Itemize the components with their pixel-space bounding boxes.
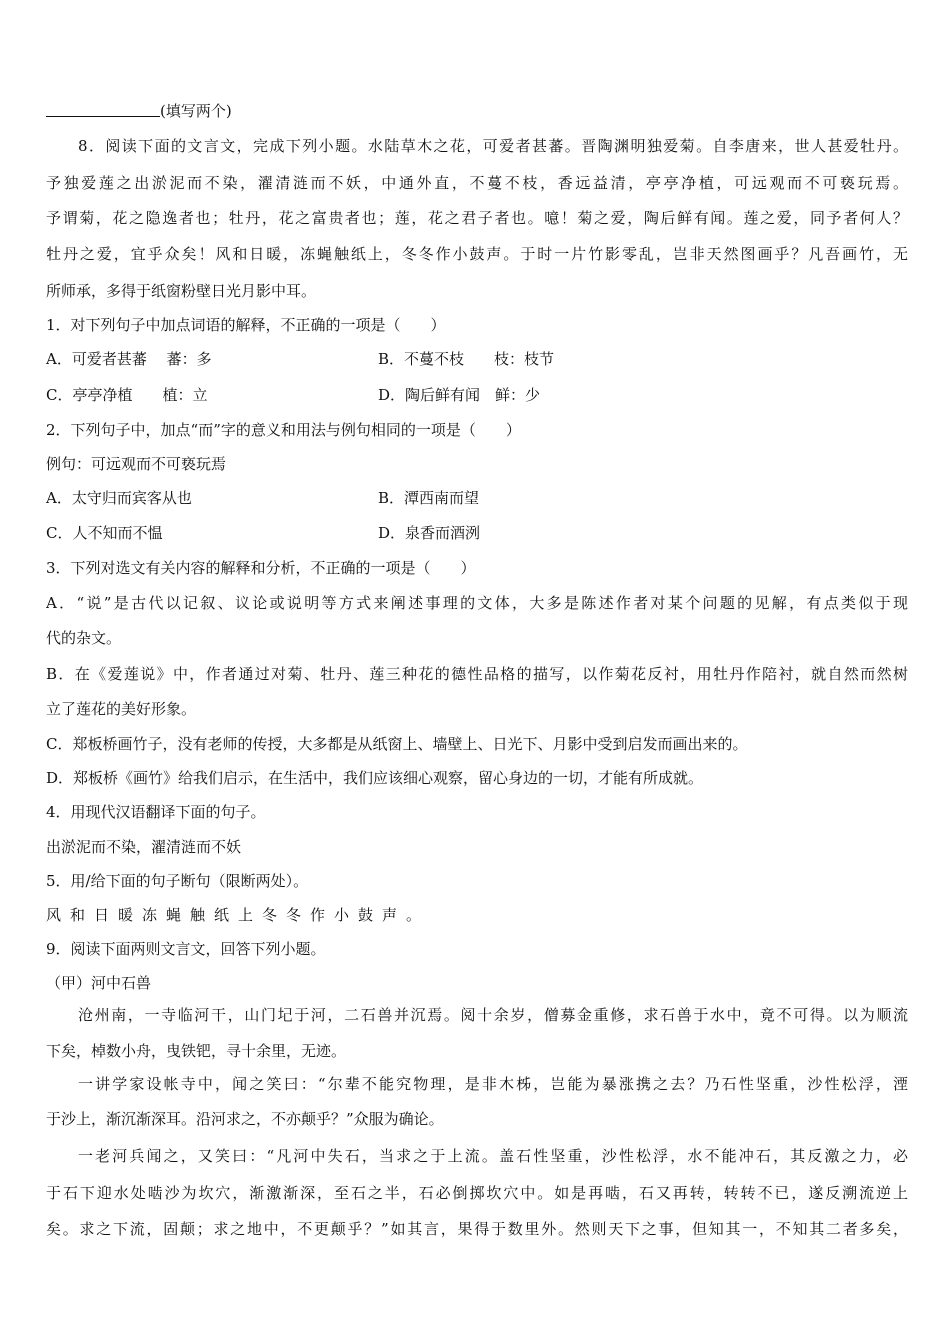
q9-passage-line: 于沙上，渐沉渐深耳。沿河求之，不亦颠乎？”众服为确论。 [46, 1110, 444, 1128]
q8-sub1-option-c: C．亭亭净植 植：立 [46, 386, 208, 404]
q9-stem: 9．阅读下面两则文言文，回答下列小题。 [46, 940, 326, 958]
q8-sub5-stem: 5．用/给下面的句子断句（限断两处）。 [46, 872, 309, 890]
q9-passage-line: 一老河兵闻之，又笑曰：“凡河中失石，当求之于上流。盖石性坚重，沙性松浮，水不能冲石，其反激之力，必 [78, 1147, 908, 1165]
q8-passage-line: 所师承，多得于纸窗粉壁日光月影中耳。 [46, 282, 317, 300]
q8-sub2-option-b: B．潭西南而望 [378, 489, 480, 507]
q8-sub1-option-d: D．陶后鲜有闻 鲜：少 [378, 386, 541, 404]
fill-blank-line [46, 100, 908, 122]
q8-sub2-option-c: C．人不知而不愠 [46, 524, 163, 542]
q8-sub1-option-b: B．不蔓不枝 枝：枝节 [378, 350, 555, 368]
q8-passage-line: 予独爱莲之出淤泥而不染，濯清涟而不妖，中通外直，不蔓不枝，香远益清，亭亭净植，可远观而不可亵玩焉。 [46, 174, 908, 192]
q8-passage-line: 牡丹之爱，宜乎众矣！风和日暖，冻蝇触纸上，冬冬作小鼓声。于时一片竹影零乱，岂非天然图画乎？凡吾画竹，无 [46, 245, 908, 263]
q8-sub3-option-d: D．郑板桥《画竹》给我们启示，在生活中，我们应该细心观察，留心身边的一切，才能有所成就。 [46, 769, 704, 787]
q8-sub3-option-b-cont: 立了莲花的美好形象。 [46, 700, 197, 718]
q8-sub3-option-c: C．郑板桥画竹子，没有老师的传授，大多都是从纸窗上、墙壁上、日光下、月影中受到启发而画出来的。 [46, 735, 748, 753]
q8-sub2-stem: 2．下列句子中，加点“而”字的意义和用法与例句相同的一项是（ ） [46, 421, 521, 439]
q8-sub2-option-d: D．泉香而酒洌 [378, 524, 481, 542]
q8-sub1-stem: 1．对下列句子中加点词语的解释，不正确的一项是（ ） [46, 316, 446, 334]
q8-passage-line: 予谓菊，花之隐逸者也；牡丹，花之富贵者也；莲，花之君子者也。噫！菊之爱，陶后鲜有闻。莲之爱，同予者何人？ [46, 209, 908, 227]
q8-sub3-option-a: A．“说”是古代以记叙、议论或说明等方式来阐述事理的文体，大多是陈述作者对某个问题的见解，有点类似于现 [46, 594, 908, 612]
fill-note: (填写两个) [160, 102, 232, 120]
q8-sub1-option-a: A．可爱者甚蕃 蕃：多 [46, 350, 212, 368]
answer-blank[interactable] [46, 101, 160, 117]
q8-sub4-sentence: 出淤泥而不染，濯清涟而不妖 [46, 838, 242, 856]
q8-passage-line: 8．阅读下面的文言文，完成下列小题。水陆草木之花，可爱者甚蕃。晋陶渊明独爱菊。自李唐来，世人甚爱牡丹。 [78, 137, 908, 155]
q9-passage-title: （甲）河中石兽 [46, 974, 152, 992]
q8-sub3-option-a-cont: 代的杂文。 [46, 629, 122, 647]
q8-sub3-stem: 3．下列对选文有关内容的解释和分析，不正确的一项是（ ） [46, 559, 476, 577]
q8-sub5-sentence: 风和日暖冻蝇触纸上冬冬作小鼓声。 [46, 906, 431, 924]
q9-passage-line: 一讲学家设帐寺中，闻之笑曰：“尔辈不能究物理，是非木柹，岂能为暴涨携之去？乃石性坚重，沙性松浮，湮 [78, 1075, 908, 1093]
q9-passage-line: 下矣，棹数小舟，曳铁钯，寻十余里，无迹。 [46, 1042, 347, 1060]
q8-sub4-stem: 4．用现代汉语翻译下面的句子。 [46, 803, 266, 821]
q8-sub2-option-a: A．太守归而宾客从也 [46, 489, 192, 507]
q9-passage-line: 矣。求之下流，固颠；求之地中，不更颠乎？”如其言，果得于数里外。然则天下之事，但知其一，不知其二者多矣， [46, 1220, 908, 1238]
q9-passage-line: 沧州南，一寺临河干，山门圮于河，二石兽并沉焉。阅十余岁，僧募金重修，求石兽于水中，竟不可得。以为顺流 [78, 1006, 908, 1024]
q8-sub2-example: 例句：可远观而不可亵玩焉 [46, 455, 227, 473]
q9-passage-line: 于石下迎水处啮沙为坎穴，渐激渐深，至石之半，石必倒掷坎穴中。如是再啮，石又再转，转转不已，遂反溯流逆上 [46, 1184, 908, 1202]
q8-sub3-option-b: B．在《爱莲说》中，作者通过对菊、牡丹、莲三种花的德性品格的描写，以作菊花反衬，用牡丹作陪衬，就自然而然树 [46, 665, 908, 683]
